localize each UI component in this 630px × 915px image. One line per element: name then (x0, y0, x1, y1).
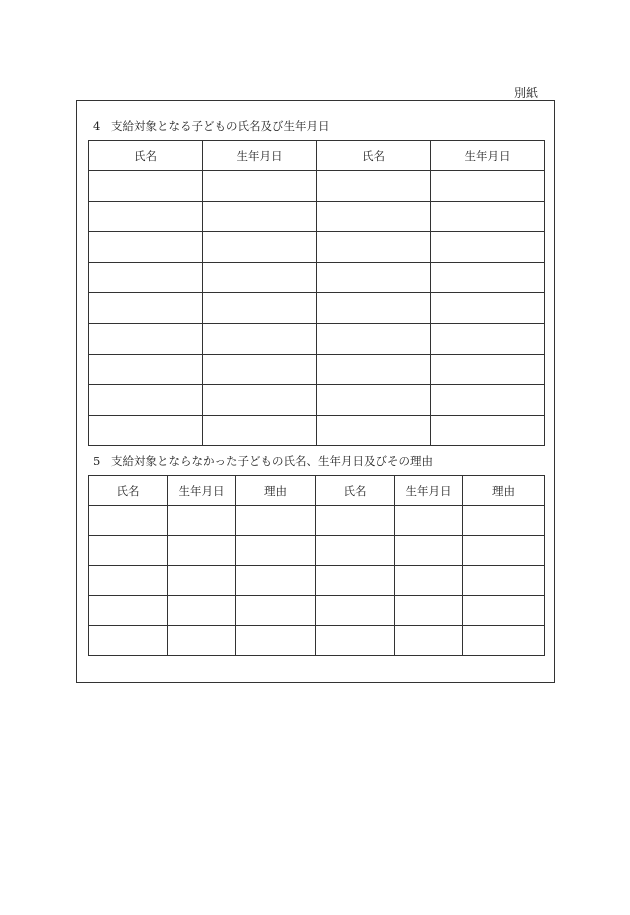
entry-cell[interactable] (317, 232, 431, 263)
table-row (89, 323, 545, 354)
table-header-row (89, 476, 545, 506)
entry-cell[interactable] (431, 354, 545, 385)
entry-cell[interactable] (395, 536, 463, 566)
entry-cell[interactable] (463, 506, 545, 536)
entry-cell[interactable] (203, 323, 317, 354)
entry-cell[interactable] (89, 626, 168, 656)
entry-cell[interactable] (168, 596, 236, 626)
entry-cell[interactable] (89, 596, 168, 626)
section-4-title-text: 支給対象となる子どもの氏名及び生年月日 (111, 119, 330, 133)
entry-cell[interactable] (203, 201, 317, 232)
entry-cell[interactable] (89, 354, 203, 385)
entry-cell[interactable] (236, 566, 316, 596)
entry-cell[interactable] (203, 354, 317, 385)
section-5-title (93, 453, 433, 469)
section-4-number: 4 (93, 119, 101, 133)
entry-cell[interactable] (236, 596, 316, 626)
entry-cell[interactable] (463, 566, 545, 596)
entry-cell[interactable] (431, 323, 545, 354)
entry-cell[interactable] (395, 596, 463, 626)
entry-cell[interactable] (89, 415, 203, 446)
attachment-label: 別紙 (514, 86, 539, 100)
entry-cell[interactable] (236, 536, 316, 566)
entry-cell[interactable] (395, 626, 463, 656)
entry-cell[interactable] (431, 232, 545, 263)
entry-cell[interactable] (317, 262, 431, 293)
entry-cell[interactable] (431, 171, 545, 202)
entry-cell[interactable] (203, 385, 317, 416)
entry-cell[interactable] (168, 506, 236, 536)
table-row (89, 626, 545, 656)
entry-cell[interactable] (203, 171, 317, 202)
entry-cell[interactable] (317, 293, 431, 324)
entry-cell[interactable] (203, 262, 317, 293)
entry-cell[interactable] (431, 201, 545, 232)
entry-cell[interactable] (203, 415, 317, 446)
header-name: 氏名 (317, 141, 431, 171)
header-birthdate: 生年月日 (203, 141, 317, 171)
section-5-number: 5 (93, 454, 101, 468)
entry-cell[interactable] (316, 596, 395, 626)
entry-cell[interactable] (463, 596, 545, 626)
table-row (89, 171, 545, 202)
entry-cell[interactable] (236, 626, 316, 656)
header-birthdate: 生年月日 (431, 141, 545, 171)
entry-cell[interactable] (316, 536, 395, 566)
entry-cell[interactable] (203, 293, 317, 324)
entry-cell[interactable] (236, 506, 316, 536)
table-row (89, 262, 545, 293)
entry-cell[interactable] (89, 566, 168, 596)
entry-cell[interactable] (395, 506, 463, 536)
header-birthdate: 生年月日 (168, 476, 236, 506)
table-header-row (89, 141, 545, 171)
section-5-title-text: 支給対象とならなかった子どもの氏名、生年月日及びその理由 (111, 454, 433, 468)
header-reason: 理由 (463, 476, 545, 506)
entry-cell[interactable] (203, 232, 317, 263)
entry-cell[interactable] (463, 536, 545, 566)
entry-cell[interactable] (89, 262, 203, 293)
entry-cell[interactable] (463, 626, 545, 656)
entry-cell[interactable] (317, 354, 431, 385)
header-reason: 理由 (236, 476, 316, 506)
entry-cell[interactable] (431, 262, 545, 293)
table-row (89, 596, 545, 626)
entry-cell[interactable] (316, 626, 395, 656)
table-row (89, 415, 545, 446)
entry-cell[interactable] (317, 385, 431, 416)
table-row (89, 566, 545, 596)
entry-cell[interactable] (431, 415, 545, 446)
entry-cell[interactable] (317, 201, 431, 232)
entry-cell[interactable] (395, 566, 463, 596)
entry-cell[interactable] (89, 506, 168, 536)
ineligible-children-table (88, 475, 545, 656)
table-row (89, 536, 545, 566)
entry-cell[interactable] (89, 536, 168, 566)
table-row (89, 293, 545, 324)
header-name: 氏名 (89, 141, 203, 171)
entry-cell[interactable] (168, 536, 236, 566)
header-name: 氏名 (89, 476, 168, 506)
table-row (89, 232, 545, 263)
entry-cell[interactable] (431, 293, 545, 324)
table-row (89, 506, 545, 536)
entry-cell[interactable] (168, 566, 236, 596)
entry-cell[interactable] (168, 626, 236, 656)
entry-cell[interactable] (89, 293, 203, 324)
entry-cell[interactable] (89, 323, 203, 354)
entry-cell[interactable] (89, 232, 203, 263)
entry-cell[interactable] (317, 323, 431, 354)
section-4-title (93, 118, 330, 134)
entry-cell[interactable] (431, 385, 545, 416)
entry-cell[interactable] (89, 171, 203, 202)
header-birthdate: 生年月日 (395, 476, 463, 506)
eligible-children-table (88, 140, 545, 446)
entry-cell[interactable] (317, 415, 431, 446)
entry-cell[interactable] (89, 385, 203, 416)
table-row (89, 354, 545, 385)
header-name: 氏名 (316, 476, 395, 506)
table-row (89, 385, 545, 416)
entry-cell[interactable] (317, 171, 431, 202)
entry-cell[interactable] (316, 506, 395, 536)
table-row (89, 201, 545, 232)
entry-cell[interactable] (89, 201, 203, 232)
entry-cell[interactable] (316, 566, 395, 596)
